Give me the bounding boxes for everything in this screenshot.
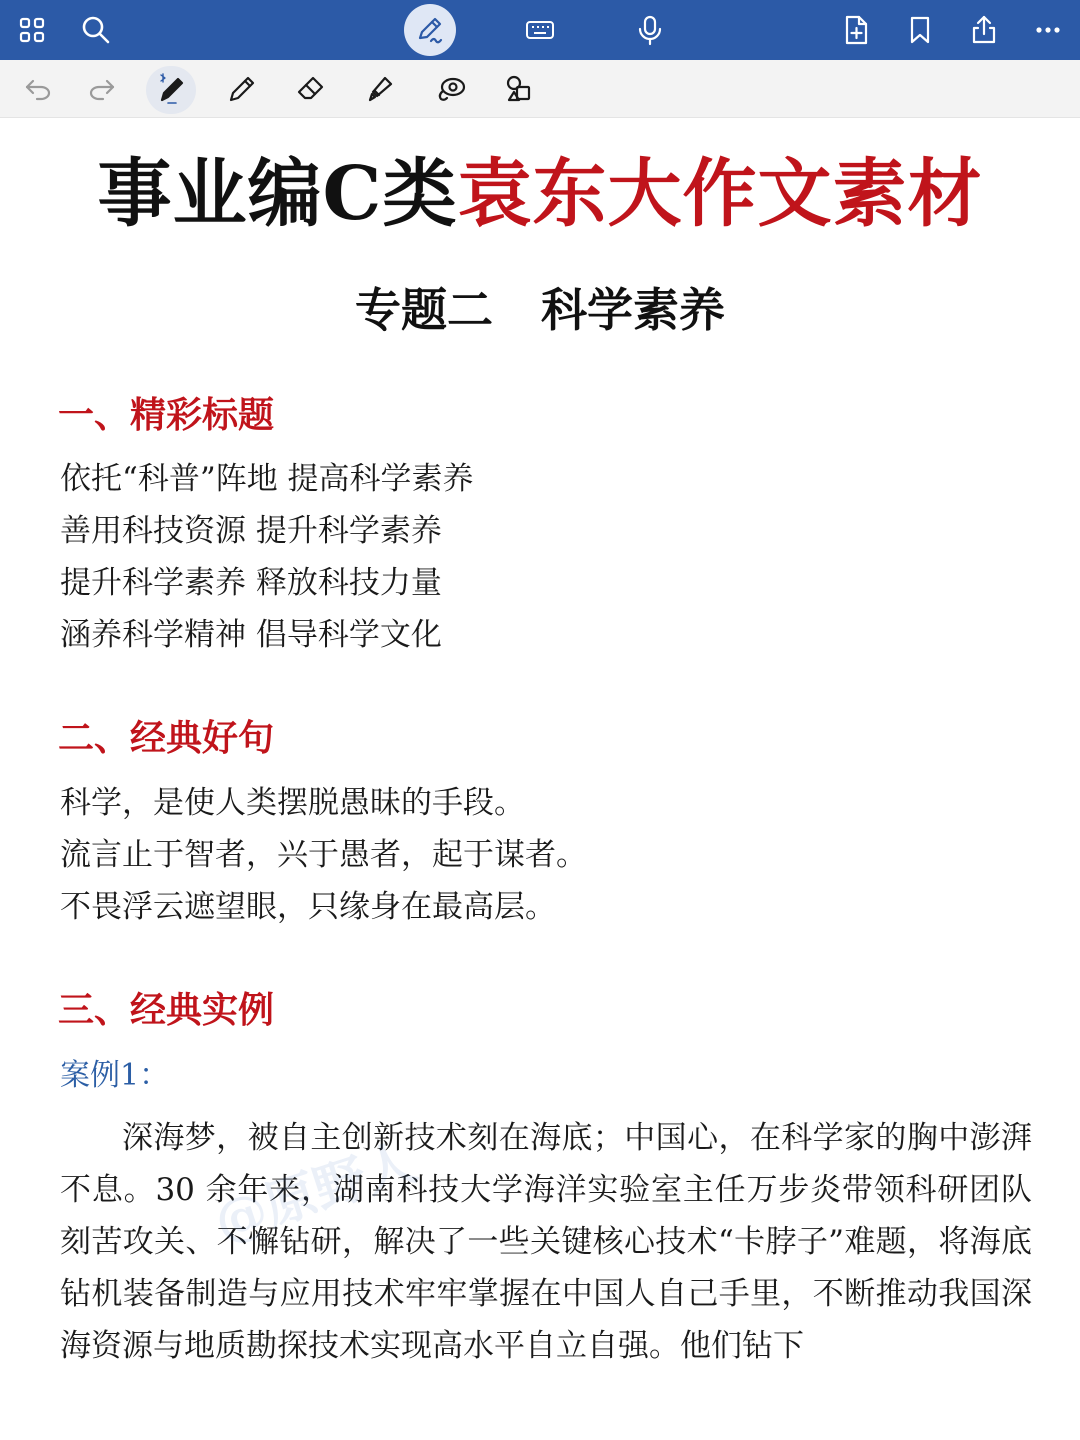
shapes-icon[interactable] [499, 68, 541, 110]
search-icon[interactable] [74, 8, 118, 52]
title-line: 依托“科普”阵地 提高科学素养 [60, 461, 474, 497]
pen-icon [414, 14, 446, 46]
add-page-icon[interactable] [834, 8, 878, 52]
section-heading-examples: 三、经典实例 [58, 989, 275, 1031]
redo-icon[interactable] [81, 68, 123, 110]
title-line: 提升科学素养 释放科技力量 [60, 565, 442, 601]
share-icon[interactable] [962, 8, 1006, 52]
section-heading-quotes: 二、经典好句 [58, 717, 275, 759]
undo-icon[interactable] [17, 68, 59, 110]
pen-mode-button[interactable] [404, 4, 456, 56]
title-line: 善用科技资源 提升科学素养 [60, 513, 442, 549]
quote-line: 流言止于智者，兴于愚者，起于谋者。 [60, 837, 587, 873]
section-heading-titles: 一、精彩标题 [58, 394, 275, 436]
pencil-icon[interactable] [221, 68, 263, 110]
grid-icon[interactable] [10, 8, 54, 52]
quote-line: 科学，是使人类摆脱愚昧的手段。 [60, 785, 525, 821]
case-label: 案例1： [60, 1058, 170, 1093]
app-top-bar [0, 0, 1080, 60]
bookmark-icon[interactable] [898, 8, 942, 52]
quote-line: 不畏浮云遮望眼，只缘身在最高层。 [60, 889, 556, 925]
topic-subtitle: 专题二 科学素养 [354, 283, 726, 337]
title-black-part: 事业编C类 [97, 151, 458, 237]
drawing-toolbar [0, 60, 1080, 118]
watermark: @原野人 [207, 1131, 424, 1254]
eraser-icon[interactable] [290, 68, 332, 110]
document-title [0, 148, 1080, 240]
highlighter-icon[interactable] [359, 68, 401, 110]
case-paragraph: 深海梦，被自主创新技术刻在海底；中国心，在科学家的胸中澎湃不息。30 余年来，湖南科技大学海洋实验室主任万步炎带领科研团队刻苦攻关、不懈钻研，解决了一些关键核心技术“卡脖子”难题，将海底钻机装备制造与应用技术牢牢掌握在中国人自己手里，不断推动我国深海资源与地质勘探技术实现高水平自立自强。他们钻下 [60, 1120, 1032, 1364]
title-red-part: 袁东大作文素材 [457, 151, 983, 237]
lasso-icon[interactable] [430, 68, 472, 110]
keyboard-icon[interactable] [518, 8, 562, 52]
bluetooth-pen-icon[interactable] [150, 68, 192, 110]
more-icon[interactable] [1026, 8, 1070, 52]
microphone-icon[interactable] [628, 8, 672, 52]
title-line: 涵养科学精神 倡导科学文化 [60, 617, 442, 653]
